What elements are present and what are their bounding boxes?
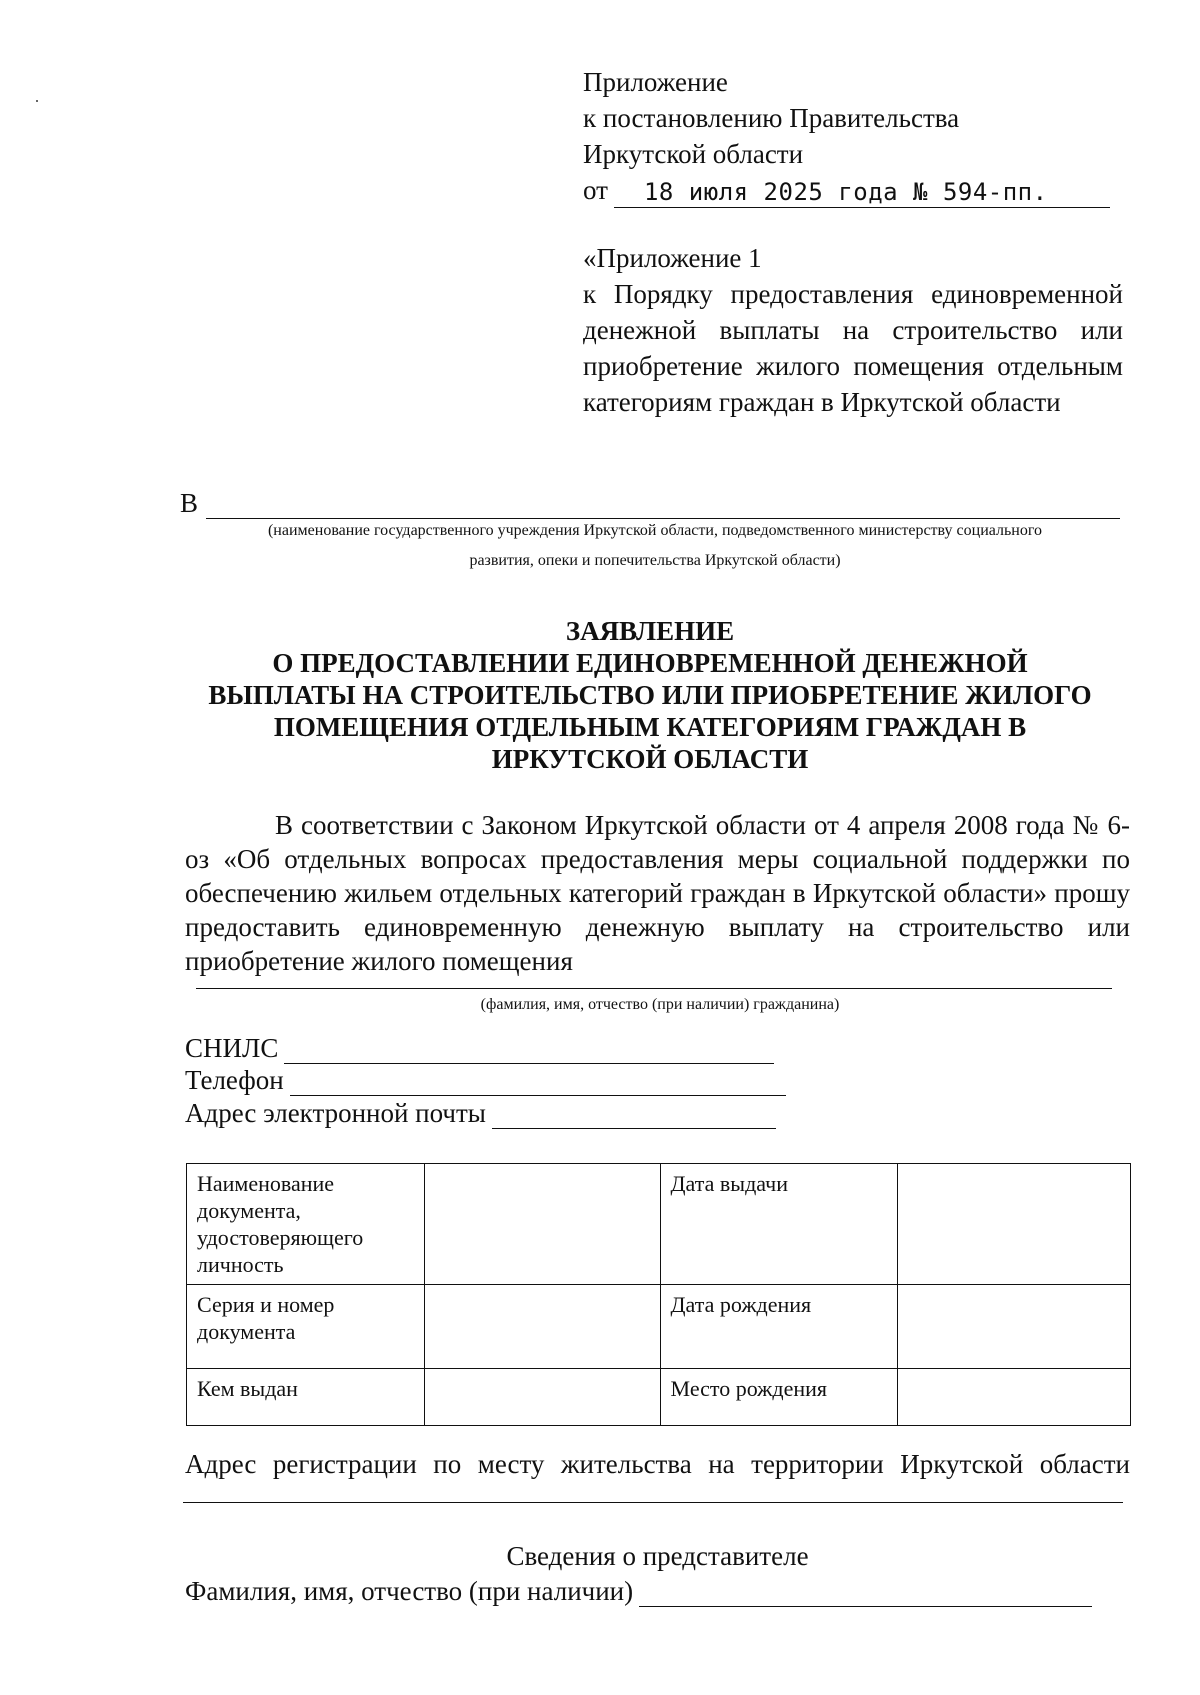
decree-date-number: 18 июля 2025 года № 594-пп. (614, 177, 1110, 208)
birth-date-cell[interactable] (898, 1285, 1131, 1369)
table-row (187, 1164, 1131, 1285)
heading-line-5: ИРКУТСКОЙ ОБЛАСТИ (491, 744, 809, 774)
scan-speck (36, 100, 38, 102)
addressee-hint-line-2: развития, опеки и попечительства Иркутской области) (469, 552, 841, 569)
appendix-line-1: Приложение (583, 67, 728, 97)
registration-address-field[interactable] (183, 1502, 1123, 1503)
doc-name-cell[interactable] (424, 1164, 660, 1285)
phone-label: Телефон (185, 1065, 284, 1095)
series-number-label: Серия и номер документа (187, 1285, 425, 1369)
heading-line-3: ВЫПЛАТЫ НА СТРОИТЕЛЬСТВО ИЛИ ПРИОБРЕТЕНИЕ ЖИЛОГО (208, 680, 1092, 710)
appendix-1-block (583, 240, 1123, 420)
representative-fio-row (185, 1575, 1092, 1607)
issued-by-label: Кем выдан (187, 1369, 425, 1426)
email-field[interactable] (492, 1102, 776, 1129)
email-row (185, 1097, 776, 1129)
citizen-fio-hint: (фамилия, имя, отчество (при наличии) гражданина) (480, 996, 840, 1013)
body-paragraph: В соответствии с Законом Иркутской области от 4 апреля 2008 года № 6-оз «Об отдельных вопросах предоставления меры социальной поддержки по обеспечению жильем отдельных категорий граждан в Иркутской области» прошу предоставить единовременную денежную выплату на строительство или приобретение жилого помещения (185, 810, 1130, 976)
representative-fio-field[interactable] (639, 1580, 1092, 1607)
table-row (187, 1285, 1131, 1369)
heading-line-1: ЗАЯВЛЕНИЕ (565, 616, 735, 646)
document-heading (170, 615, 1130, 775)
appendix-header (583, 64, 1123, 208)
heading-line-4: ПОМЕЩЕНИЯ ОТДЕЛЬНЫМ КАТЕГОРИЯМ ГРАЖДАН В (273, 712, 1027, 742)
date-prefix: от (583, 175, 608, 205)
appendix-1-body: к Порядку предоставления единовременной денежной выплаты на строительство или приобретение жилого помещения отдельным категориям граждан в Иркутской области (583, 279, 1123, 417)
table-row (187, 1369, 1131, 1426)
appendix-line-3: Иркутской области (583, 139, 804, 169)
issue-date-label: Дата выдачи (660, 1164, 898, 1285)
representative-section-title: Сведения о представителе (506, 1541, 809, 1571)
appendix-date-row (583, 172, 1123, 208)
birth-place-label: Место рождения (660, 1369, 898, 1426)
identity-document-table (186, 1163, 1131, 1426)
appendix-1-title: «Приложение 1 (583, 243, 762, 273)
appendix-line-2: к постановлению Правительства (583, 103, 960, 133)
snils-label: СНИЛС (185, 1033, 279, 1063)
addressee-hint-line-1: (наименование государственного учреждения Иркутской области, подведомственного министерству социального (267, 522, 1043, 539)
addressee-field[interactable] (206, 490, 1120, 519)
email-label: Адрес электронной почты (185, 1098, 486, 1128)
snils-field[interactable] (284, 1037, 774, 1064)
series-number-cell[interactable] (424, 1285, 660, 1369)
phone-row (185, 1064, 786, 1096)
addressee-row (180, 488, 1120, 519)
snils-row (185, 1032, 774, 1064)
registration-address-label: Адрес регистрации по месту жительства на территории Иркутской области (185, 1449, 1130, 1479)
addressee-prefix: В (180, 488, 199, 518)
representative-fio-label: Фамилия, имя, отчество (при наличии) (185, 1576, 634, 1606)
issued-by-cell[interactable] (424, 1369, 660, 1426)
issue-date-cell[interactable] (898, 1164, 1131, 1285)
doc-name-label: Наименование документа, удостоверяющего личность (187, 1164, 425, 1285)
birth-date-label: Дата рождения (660, 1285, 898, 1369)
citizen-fio-field[interactable] (196, 988, 1112, 989)
heading-line-2: О ПРЕДОСТАВЛЕНИИ ЕДИНОВРЕМЕННОЙ ДЕНЕЖНОЙ (272, 648, 1028, 678)
phone-field[interactable] (290, 1069, 786, 1096)
birth-place-cell[interactable] (898, 1369, 1131, 1426)
